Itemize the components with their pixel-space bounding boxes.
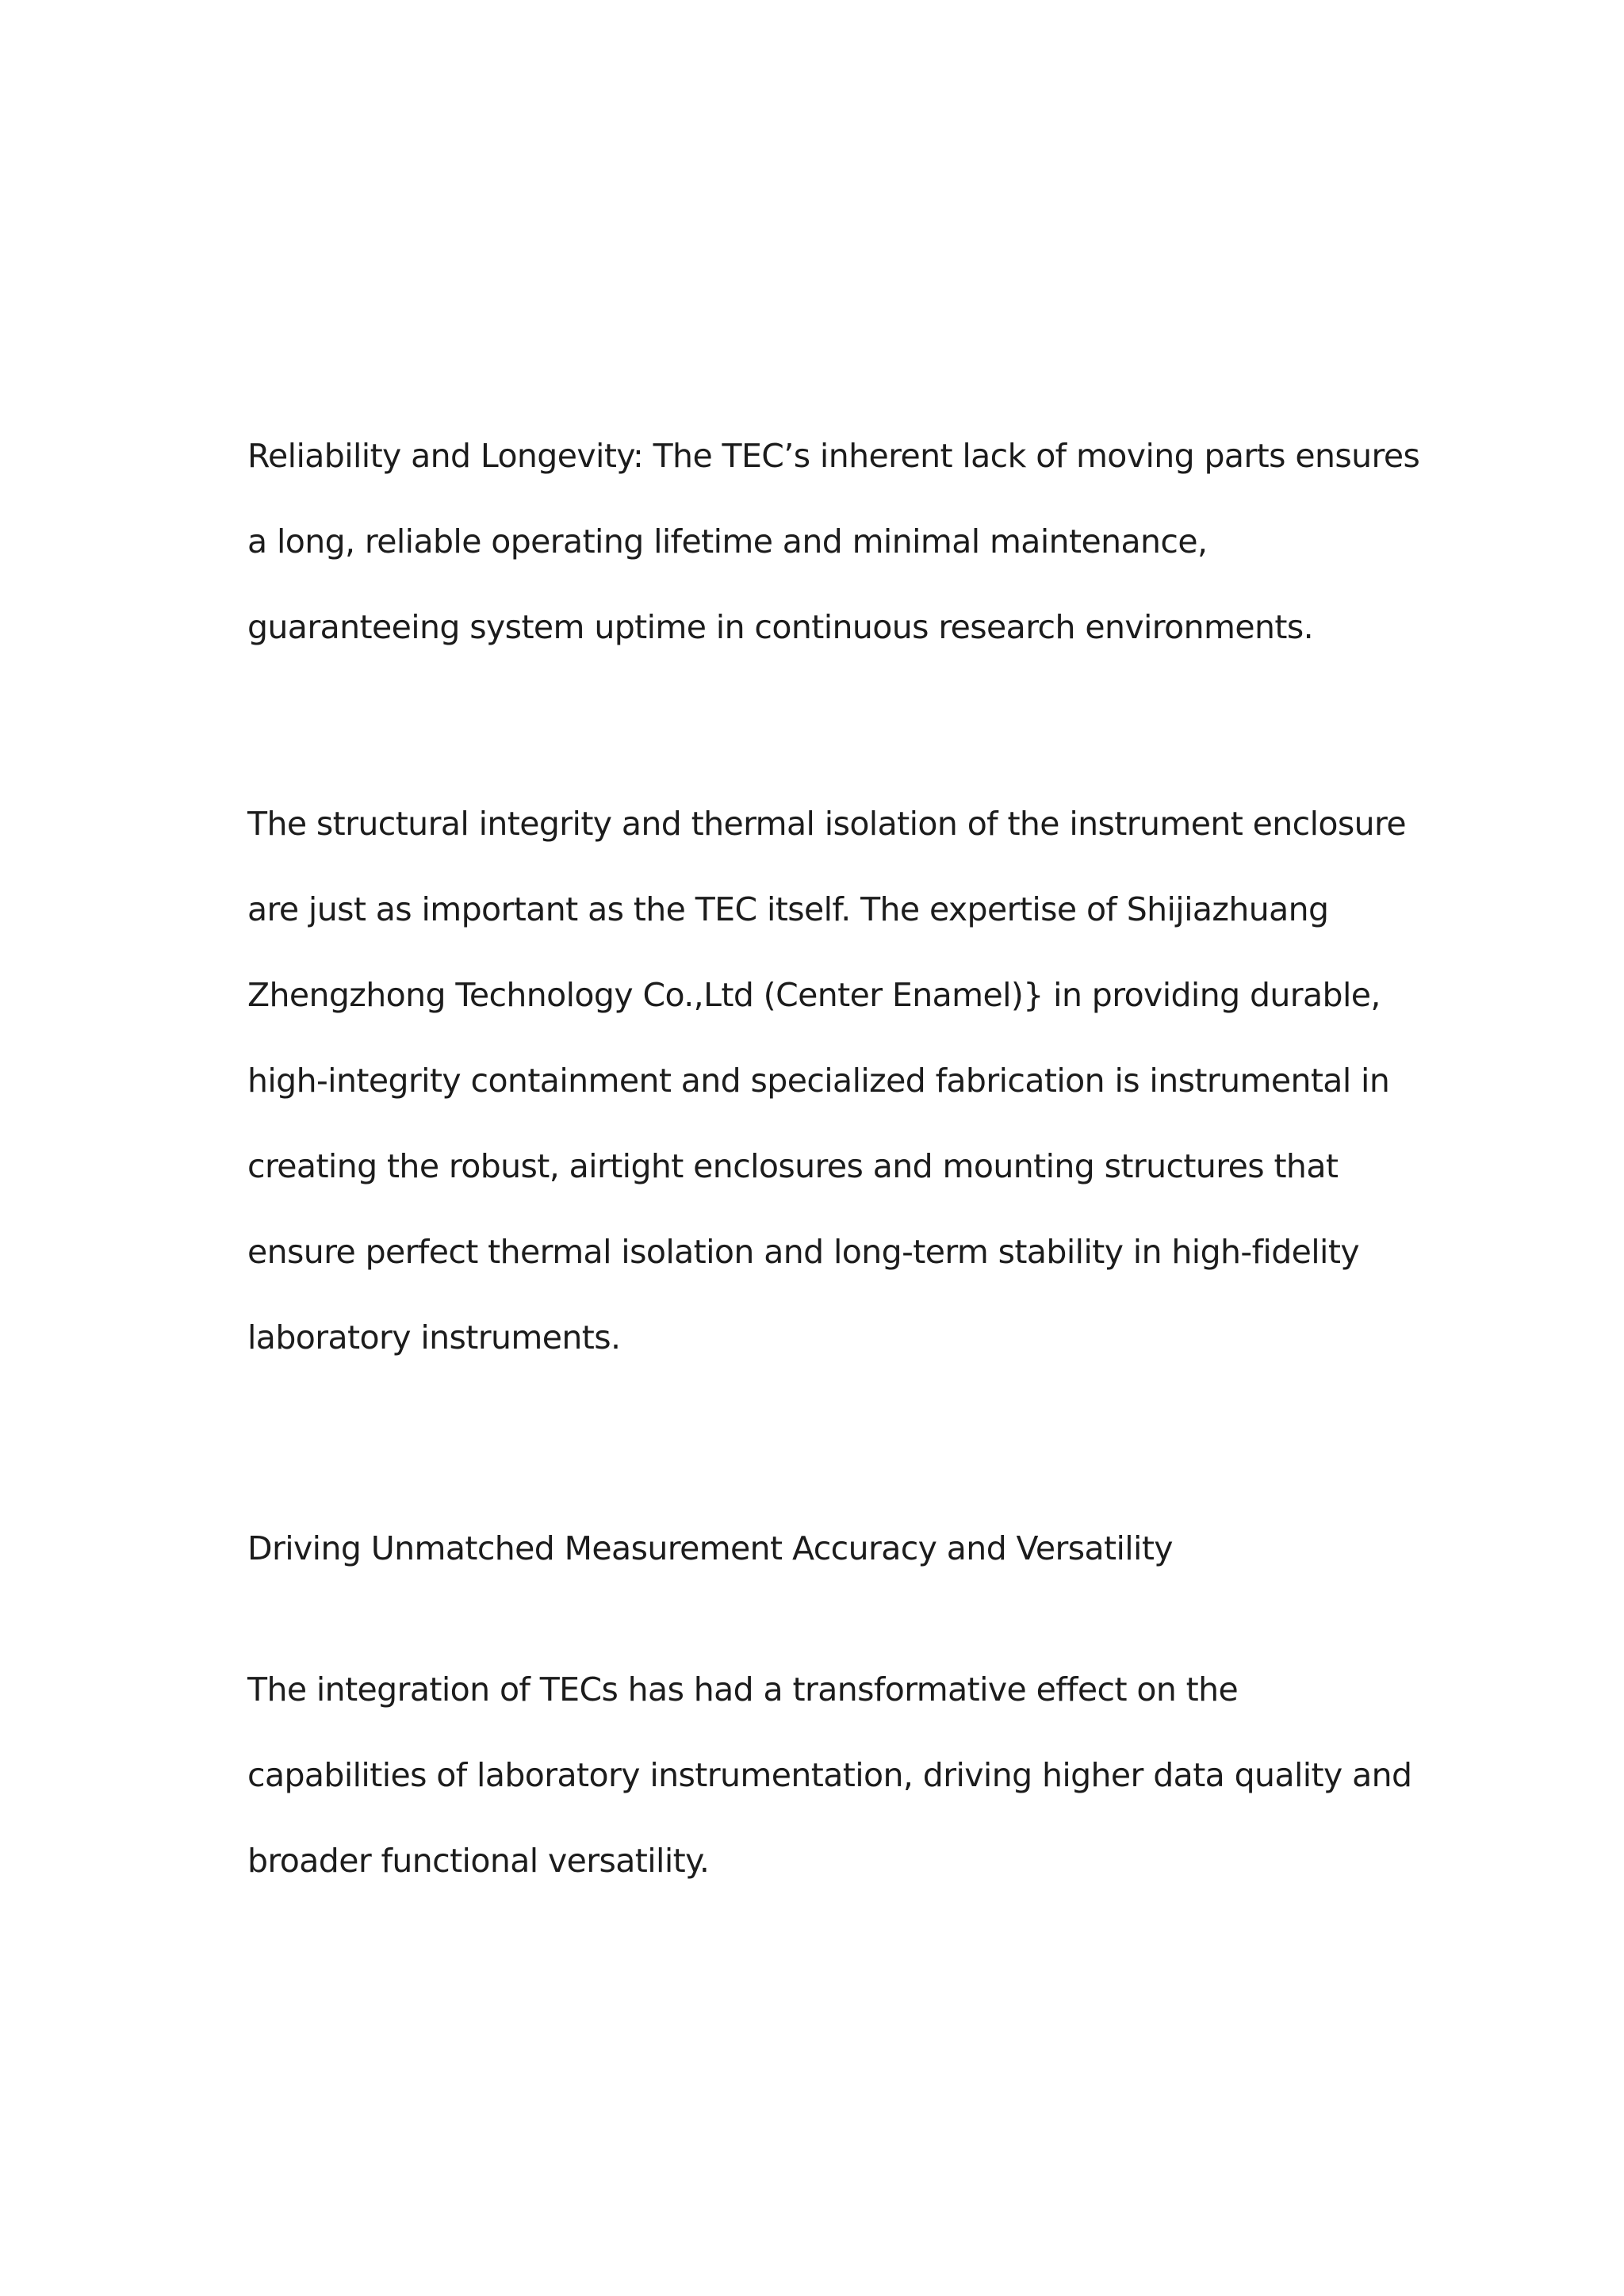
text-line: high-integrity containment and specialized fabrication is instrumental in [247,1062,1390,1100]
section-heading [247,1506,1405,1591]
text-line: Zhengzhong Technology Co.,Ltd (Center Enamel)} in providing durable, [247,976,1381,1014]
text-line: ensure perfect thermal isolation and long-term stability in high-fidelity [247,1233,1359,1271]
text-line: a long, reliable operating lifetime and minimal maintenance, [247,522,1208,561]
paragraph-tec-integration [247,1647,1412,1904]
paragraph-reliability-longevity [247,413,1420,670]
heading-text: Driving Unmatched Measurement Accuracy and Versatility [247,1529,1173,1567]
text-line: The structural integrity and thermal isolation of the instrument enclosure [247,805,1407,843]
text-line: are just as important as the TEC itself. The expertise of Shijiazhuang [247,890,1329,928]
text-line: capabilities of laboratory instrumentation, driving higher data quality and [247,1756,1412,1794]
text-line: laboratory instruments. [247,1318,621,1357]
text-line: Reliability and Longevity: The TEC’s inherent lack of moving parts ensures [247,437,1420,475]
text-line: broader functional versatility. [247,1842,710,1880]
paragraph-enclosure-integrity [247,781,1405,1380]
text-line: guaranteeing system uptime in continuous research environments. [247,608,1314,646]
text-line: The integration of TECs has had a transformative effect on the [247,1670,1239,1709]
text-line: creating the robust, airtight enclosures and mounting structures that [247,1147,1339,1185]
